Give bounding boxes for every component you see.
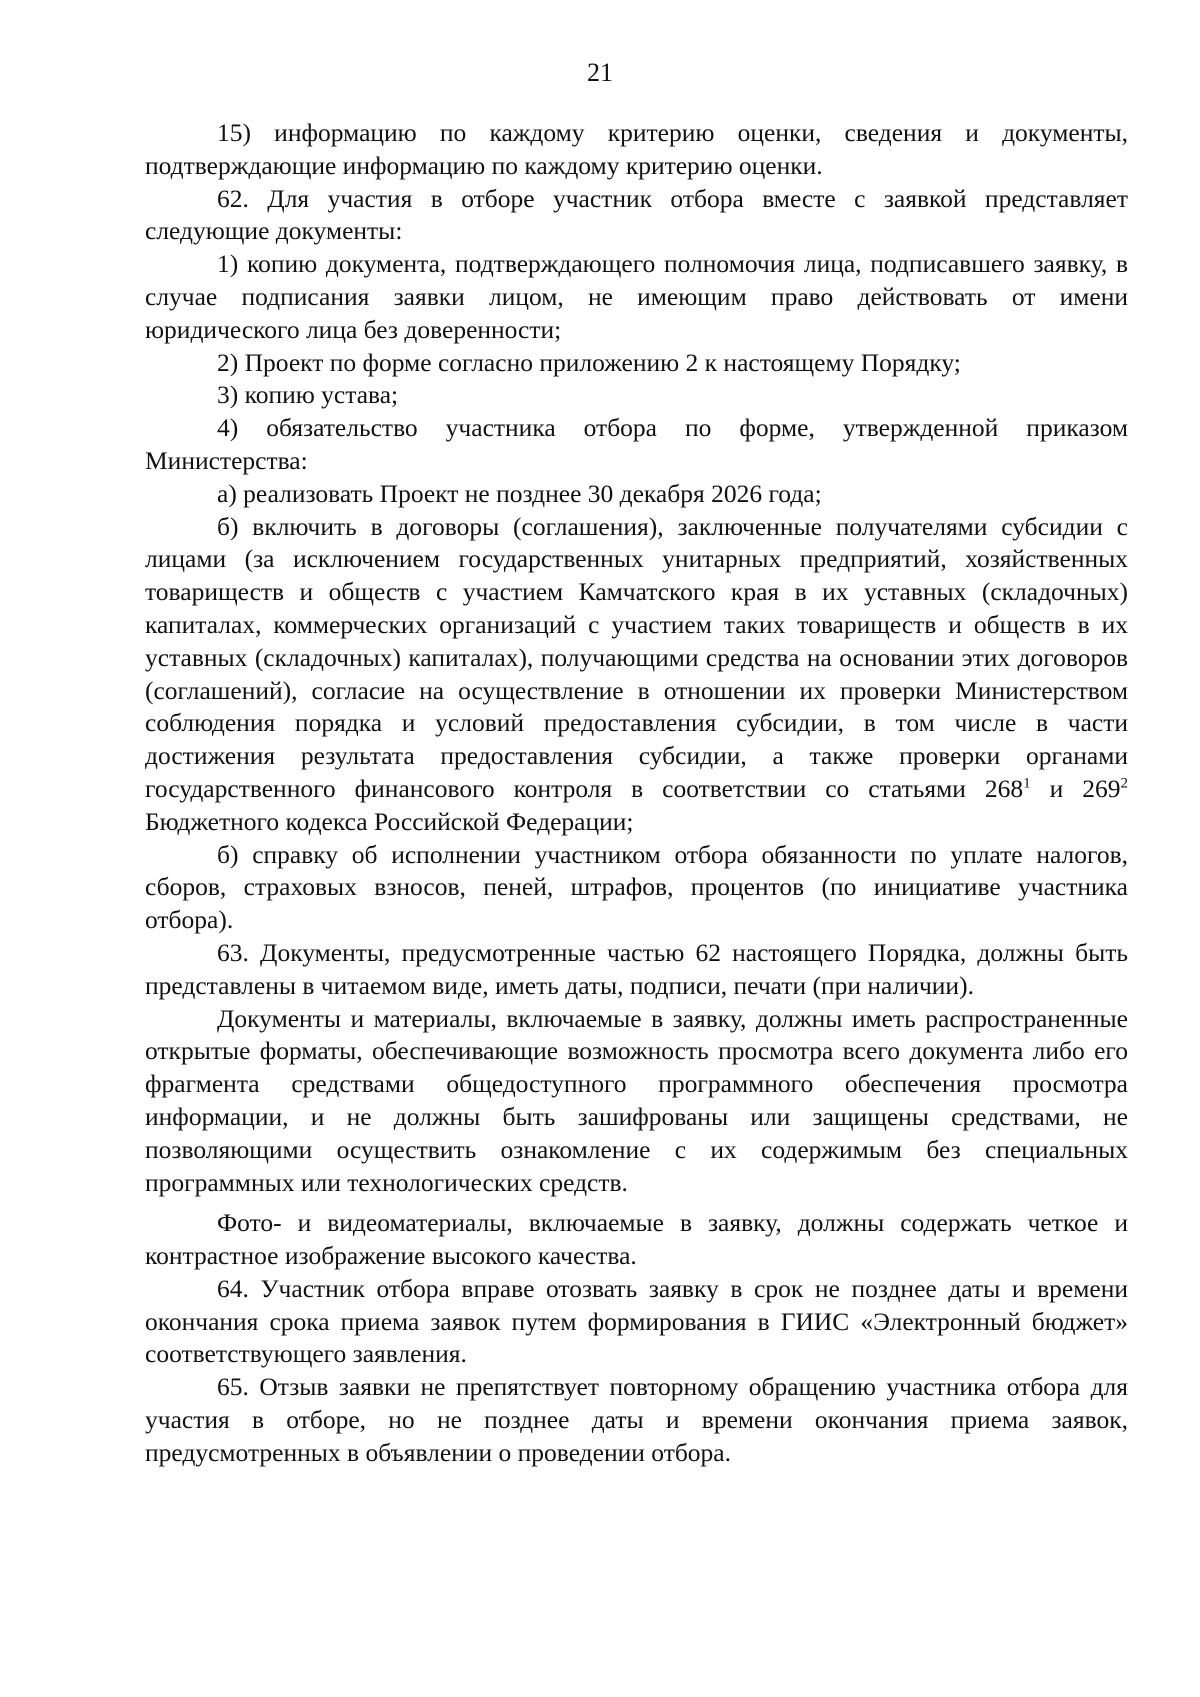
paragraph-63-formats: Документы и материалы, включаемые в заявку, должны иметь распространенные открытые форматы, обеспечивающие возможность просмотра всего документа либо его фрагмента средствами общедоступного программного обеспечения просмотра информации, и не должны быть зашифрованы или защищены средствами, не позволяющими осуществить ознакомление с их содержимым без специальных программных или технологических средств. [145, 1003, 1128, 1197]
paragraph-63-media: Фото- и видеоматериалы, включаемые в заявку, должны содержать четкое и контрастное изображение высокого качества. [145, 1208, 1128, 1271]
paragraph-62-item-4-a: а) реализовать Проект не позднее 30 декабря 2026 года; [217, 478, 822, 508]
page-number: 21 [587, 58, 613, 87]
paragraph-62-item-6: б) справку об исполнении участником отбора обязанности по уплате налогов, сборов, страховых взносов, пеней, штрафов, процентов (по инициативе участника отбора). [145, 839, 1128, 935]
paragraph-62-item-3: 3) копию устава; [217, 380, 399, 410]
document-body [145, 117, 1128, 1470]
paragraph-62-item-4-b [145, 511, 1128, 839]
paragraph-62-item-2: 2) Проект по форме согласно приложению 2 к настоящему Порядку; [217, 347, 961, 377]
paragraph-62-item-4-b-text-end: Бюджетного кодекса Российской Федерации; [145, 806, 634, 836]
paragraph-63: 63. Документы, предусмотренные частью 62 настоящего Порядка, должны быть представлены в читаемом виде, иметь даты, подписи, печати (при наличии). [145, 937, 1128, 1000]
paragraph-65: 65. Отзыв заявки не препятствует повторному обращению участника отбора для участия в отборе, но не позднее даты и времени окончания приема заявок, предусмотренных в объявлении о проведении отбора. [145, 1372, 1128, 1467]
paragraph-62-item-4-b-text-middle: и 269 [1030, 773, 1121, 803]
paragraph-62-item-4: 4) обязательство участника отбора по форме, утвержденной приказом Министерства: [145, 413, 1128, 475]
paragraph-62: 62. Для участия в отборе участник отбора вместе с заявкой представляет следующие документы: [145, 183, 1128, 246]
paragraph-62-item-1: 1) копию документа, подтверждающего полномочия лица, подписавшего заявку, в случае подписания заявки лицом, не имеющим право действовать от имени юридического лица без доверенности; [145, 249, 1128, 344]
superscript-1: 1 [1023, 775, 1031, 792]
paragraph-item-15: 15) информацию по каждому критерию оценки, сведения и документы, подтверждающие информацию по каждому критерию оценки. [145, 118, 1128, 180]
paragraph-62-item-4-b-text: б) включить в договоры (соглашения), заключенные получателями субсидии с лицами (за исключением государственных унитарных предприятий, хозяйственных товариществ и обществ с участием Камчатского края в их уставных (складочных) капиталах, коммерческих организаций с участием таких товариществ и обществ в их уставных (складочных) капиталах), получающими средства на основании этих договоров (соглашений), согласие на осуществление в отношении их проверки Министерством соблюдения порядка и условий предоставления субсидии, в том числе в части достижения результата предоставления субсидии, а также проверки органами государственного финансового контроля в соответствии со статьями 268 [145, 511, 1128, 803]
superscript-2: 2 [1120, 775, 1128, 792]
paragraph-64: 64. Участник отбора вправе отозвать заявку в срок не позднее даты и времени окончания срока приема заявок путем формирования в ГИИС «Электронный бюджет» соответствующего заявления. [145, 1273, 1128, 1369]
